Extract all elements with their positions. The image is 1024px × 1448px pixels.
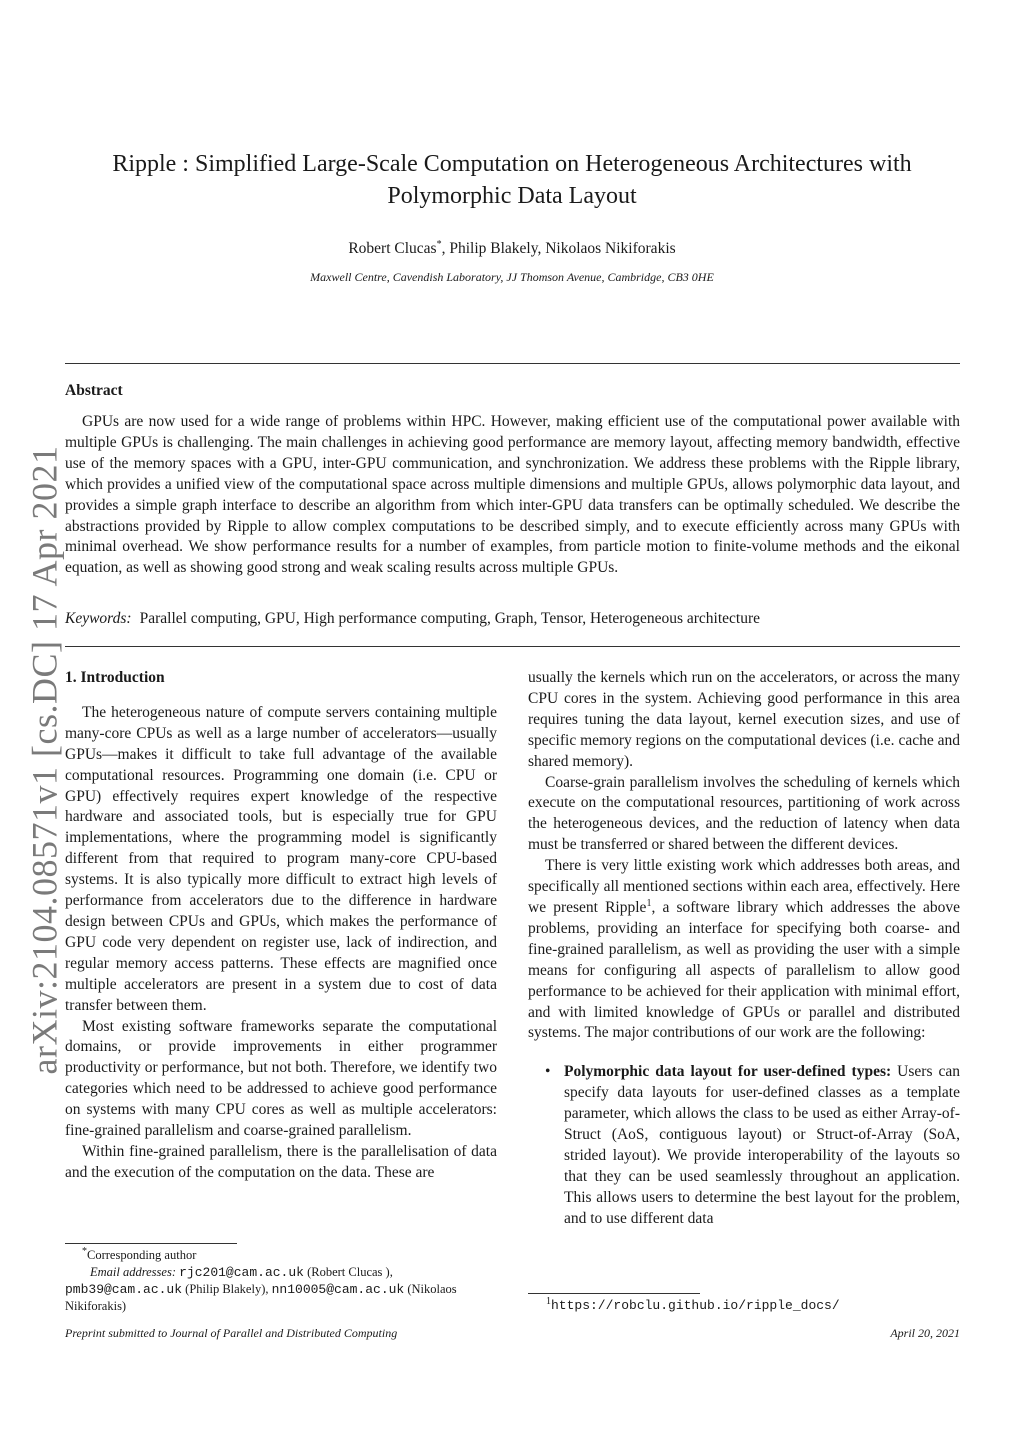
section-heading-introduction: 1. Introduction: [65, 669, 165, 686]
keywords-list: Parallel computing, GPU, High performance computing, Graph, Tensor, Heterogeneous architecture: [139, 610, 760, 627]
abstract-heading: Abstract: [65, 382, 123, 399]
footnote-right: [546, 1297, 840, 1314]
footnote-ref-1: 1: [646, 897, 652, 909]
footnote-rule-left: [65, 1243, 237, 1244]
author-list: [70, 240, 954, 258]
intro-paragraph-3: Within fine-grained parallelism, there is the parallelisation of data and the execution of the computation on the data. These are: [65, 1142, 497, 1181]
name-clucas: (Robert Clucas ),: [303, 1265, 393, 1279]
author-clucas: Robert Clucas: [348, 240, 437, 257]
footnote-emails-3: Nikiforakis): [65, 1299, 127, 1313]
docs-url[interactable]: https://robclu.github.io/ripple_docs/: [551, 1298, 840, 1313]
email-blakely[interactable]: pmb39@cam.ac.uk: [65, 1282, 183, 1297]
corresponding-text: Corresponding author: [87, 1248, 197, 1262]
right-column: [528, 668, 960, 1230]
title-line-1: Ripple : Simplified Large-Scale Computation on Heterogeneous Architectures with: [112, 151, 912, 177]
footer-date: April 20, 2021: [890, 1326, 960, 1340]
intro-paragraph-6: [528, 856, 960, 1044]
intro-p6-start: There is very little existing work which addresses both areas, and specifically all mentioned sections within each area, effectively. Here we present Ripple: [528, 857, 960, 916]
keywords-label: Keywords:: [65, 610, 132, 627]
paper-title: [70, 148, 954, 212]
intro-paragraph-1: The heterogeneous nature of compute servers containing multiple many-core CPUs as well as a large number of accelerators—usually GPUs—makes it difficult to take full advantage of the available computational resources. Programming one domain (i.e. CPU or GPU) effectively requires expert knowledge of the respective hardware and associated tools, but is especially true for GPU implementations, where the programming model is significantly different from that required to program many-core CPU-based systems. It is also typically more difficult to extract high levels of performance from accelerators due to the difference in hardware design between CPUs and GPUs, which makes the performance of GPU code very dependent on register use, lack of indirection, and regular memory access patterns. These effects are magnified once multiple accelerators are present in a system due to cost of data transfer between them.: [65, 703, 497, 1014]
intro-paragraph-5: Coarse-grain parallelism involves the scheduling of kernels which execute on the computational resources, partitioning of work across the heterogeneous devices, and the reduction of latency when data must be transferred or shared between the different devices.: [528, 773, 960, 854]
footnote-corresponding: [65, 1247, 497, 1264]
title-line-2: Polymorphic Data Layout: [387, 183, 637, 209]
affiliation: Maxwell Centre, Cavendish Laboratory, JJ Thomson Avenue, Cambridge, CB3 0HE: [310, 270, 714, 284]
intro-p6-end: , a software library which addresses the above problems, providing an interface for specifying both coarse- and fine-grained parallelism, as well as providing the user with a simple means for configuring all aspects of parallelism to allow good performance to be achieved for their application with minimal effort, and with limited knowledge of GPUs or parallel and distributed systems. The major contributions of our work are the following:: [528, 898, 961, 1042]
email-nikiforakis[interactable]: nn10005@cam.ac.uk: [271, 1282, 405, 1297]
footnote-left: [65, 1247, 497, 1315]
name-nikiforakis: (Nikolaos: [404, 1282, 457, 1296]
footnote-emails-2: [65, 1281, 497, 1298]
author-mark: *: [436, 238, 442, 250]
footnote-number: 1: [546, 1295, 551, 1307]
email-clucas[interactable]: rjc201@cam.ac.uk: [179, 1265, 304, 1280]
intro-paragraph-2: Most existing software frameworks separate the computational domains, or provide improvements in either programmer productivity or performance, but not both. Therefore, we identify two categories which need to be addressed to achieve good performance on systems with many CPU cores as well as multiple accelerators: fine-grained parallelism and coarse-grained parallelism.: [65, 1017, 497, 1140]
intro-paragraph-4: usually the kernels which run on the accelerators, or across the many CPU cores in the system. Achieving good performance in this area requires tuning the data layout, kernel execution sizes, and use of specific memory regions on the computational devices (i.e. cache and shared memory).: [528, 669, 960, 770]
keywords: [65, 610, 760, 628]
abstract-bottom-rule: [65, 646, 960, 647]
contribution-bullet: [528, 1062, 960, 1229]
footnote-star: *: [82, 1245, 87, 1257]
email-label: Email addresses:: [90, 1265, 176, 1279]
top-rule: [65, 363, 960, 364]
author-others: , Philip Blakely, Nikolaos Nikiforakis: [441, 240, 676, 257]
footnote-rule-right: [528, 1293, 700, 1294]
bullet-heading: Polymorphic data layout for user-defined types:: [564, 1063, 892, 1081]
bullet-text: Users can specify data layouts for user-defined classes as a template parameter, which allows the class to be used as either Array-of-Struct (AoS, contiguous layout) or Struct-of-Array (SoA, strided layout). We provide interoperability of the layouts so that they can be used seamlessly throughout an application. This allows users to determine the best layout for the problem, and to use different data: [564, 1063, 960, 1227]
abstract-body: GPUs are now used for a wide range of problems within HPC. However, making efficient use of the computational power available with multiple GPUs is challenging. The main challenges in achieving good performance are memory layout, affecting memory bandwidth, effective use of the memory spaces with a GPU, inter-GPU communication, and synchronization. We address these problems with the Ripple library, which provides a unified view of the computational space across multiple dimensions and multiple GPUs, allows polymorphic data layout, and provides a simple graph interface to describe an algorithm from which inter-GPU data transfers can be optimally scheduled. We describe the abstractions provided by Ripple to allow complex computations to be described simply, and to execute efficiently across many GPUs with minimal overhead. We show performance results for a number of examples, from particle motion to finite-volume methods and the eikonal equation, as well as showing good strong and weak scaling results across multiple GPUs.: [65, 413, 960, 577]
preprint-note: Preprint submitted to Journal of Parallel and Distributed Computing: [65, 1326, 398, 1340]
name-blakely: (Philip Blakely),: [182, 1282, 272, 1296]
bullet-icon: •: [545, 1063, 551, 1081]
left-column: [65, 668, 497, 1184]
footnote-emails: [65, 1264, 497, 1281]
arxiv-id: arXiv:2104.08571v1 [cs.DC] 17 Apr 2021: [24, 445, 65, 1075]
